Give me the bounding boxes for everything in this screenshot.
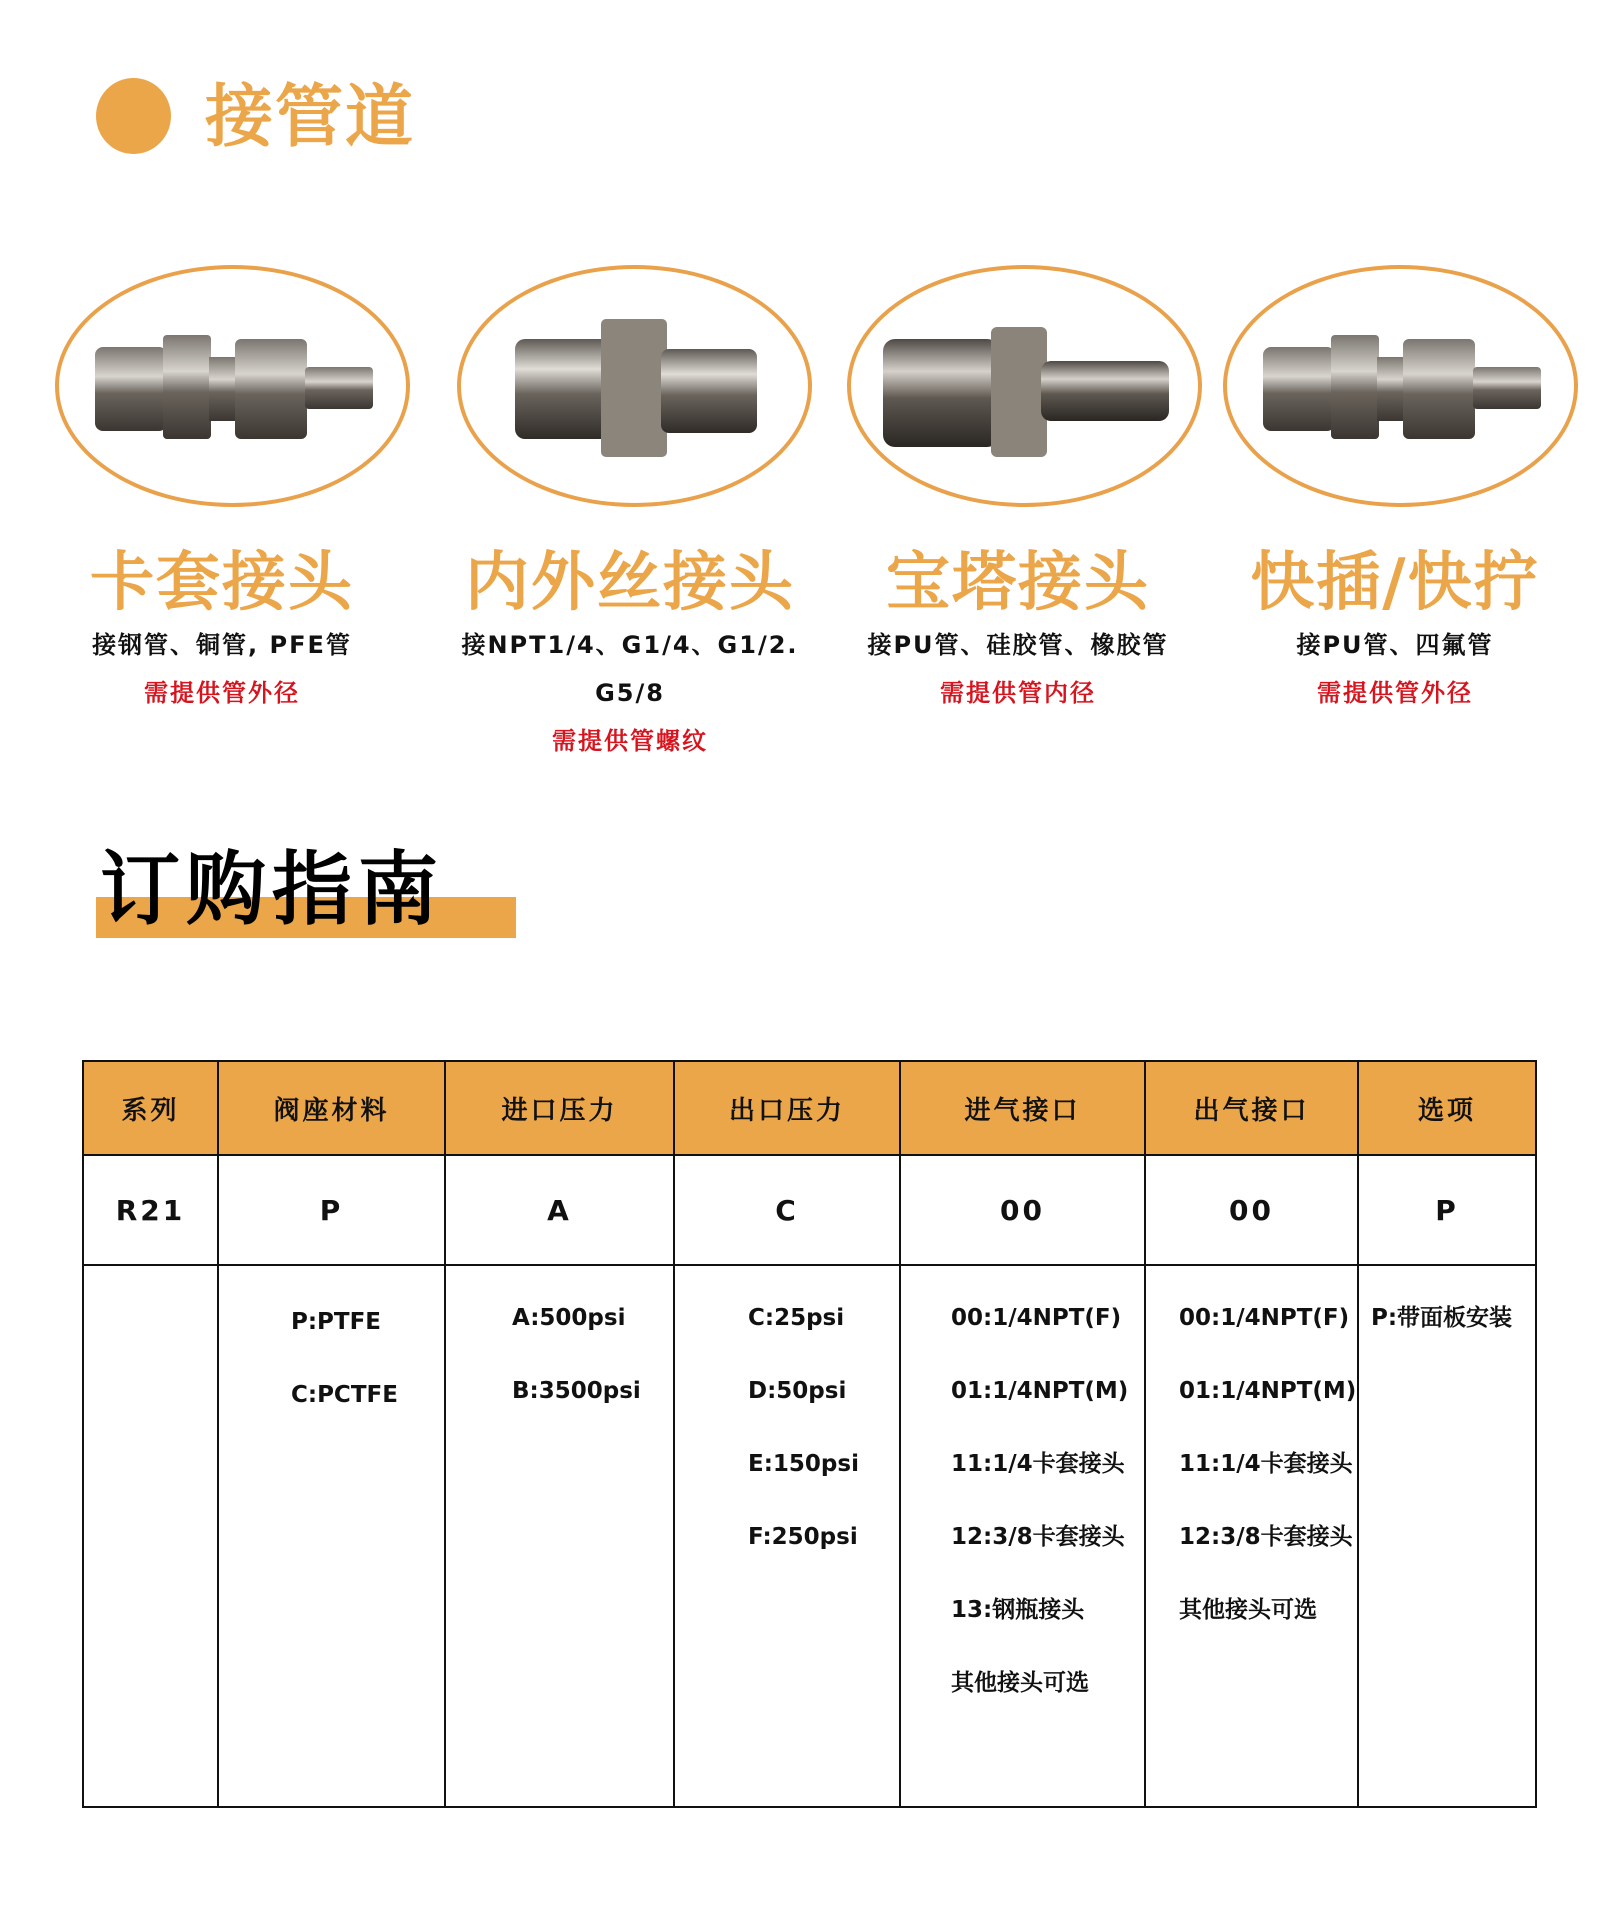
quick-connect-fitting-icon <box>1227 269 1574 503</box>
options-seat-material <box>218 1265 445 1807</box>
options-inlet-port <box>900 1265 1145 1807</box>
header-outlet-pressure: 出口压力 <box>674 1061 900 1155</box>
list-item: 其他接头可选 <box>1179 1597 1317 1623</box>
code-inlet-pressure: A <box>445 1155 674 1265</box>
connector-desc: 接PU管、四氟管 <box>1296 631 1494 659</box>
list-item: C:25psi <box>748 1305 845 1331</box>
code-outlet-port: 00 <box>1145 1155 1358 1265</box>
ordering-guide-title: 订购指南 <box>100 843 444 936</box>
options-extra <box>1358 1265 1536 1807</box>
code-inlet-port: 00 <box>900 1155 1145 1265</box>
hex-nipple-fitting-icon <box>461 269 808 503</box>
table-header-row <box>83 1061 1536 1155</box>
header-seat-material: 阀座材料 <box>218 1061 445 1155</box>
list-item: 11:1/4卡套接头 <box>1179 1451 1353 1477</box>
list-item: 11:1/4卡套接头 <box>951 1451 1125 1477</box>
header-inlet-port: 进气接口 <box>900 1061 1145 1155</box>
list-item: E:150psi <box>748 1451 859 1477</box>
list-item: D:50psi <box>748 1378 847 1404</box>
table-row-options <box>83 1265 1536 1807</box>
connector-desc: G5/8 <box>595 679 665 707</box>
list-item: 13:钢瓶接头 <box>951 1597 1085 1623</box>
orange-circle-icon <box>96 78 171 154</box>
options-series <box>83 1265 218 1807</box>
list-item: 00:1/4NPT(F) <box>1179 1305 1350 1331</box>
options-outlet-port <box>1145 1265 1358 1807</box>
header-options: 选项 <box>1358 1061 1536 1155</box>
connector-hex-nipple <box>440 545 820 765</box>
quick-connect-fitting-image <box>1223 265 1578 507</box>
code-options: P <box>1358 1155 1536 1265</box>
list-item: P:带面板安装 <box>1371 1305 1513 1331</box>
list-item: 12:3/8卡套接头 <box>951 1524 1125 1550</box>
list-item: 01:1/4NPT(M) <box>1179 1378 1357 1404</box>
connector-note: 需提供管外径 <box>1317 679 1473 707</box>
connector-hose-barb <box>838 545 1198 717</box>
hose-barb-fitting-image <box>847 265 1202 507</box>
ordering-table <box>82 1060 1537 1808</box>
connector-title: 快插/快拧 <box>1250 546 1540 620</box>
list-item: 01:1/4NPT(M) <box>951 1378 1129 1404</box>
compression-fitting-icon <box>59 269 406 503</box>
connector-title: 宝塔接头 <box>886 546 1150 620</box>
list-item: F:250psi <box>748 1524 858 1550</box>
header-series: 系列 <box>83 1061 218 1155</box>
connector-desc: 接钢管、铜管, PFE管 <box>92 631 352 659</box>
table-row-codes <box>83 1155 1536 1265</box>
header-inlet-pressure: 进口压力 <box>445 1061 674 1155</box>
hose-barb-fitting-icon <box>851 269 1198 503</box>
connector-desc: 接PU管、硅胶管、橡胶管 <box>867 631 1169 659</box>
connector-compression <box>42 545 402 717</box>
connector-desc: 接NPT1/4、G1/4、G1/2. <box>461 631 799 659</box>
list-item: 12:3/8卡套接头 <box>1179 1524 1353 1550</box>
list-item: 其他接头可选 <box>951 1670 1089 1696</box>
list-item: B:3500psi <box>512 1378 641 1404</box>
list-item: C:PCTFE <box>291 1382 398 1408</box>
section-title: 接管道 <box>205 78 416 157</box>
connector-title: 内外丝接头 <box>465 546 795 620</box>
connector-quick-connect <box>1210 545 1580 717</box>
list-item: A:500psi <box>512 1305 626 1331</box>
connector-note: 需提供管外径 <box>144 679 300 707</box>
code-seat-material: P <box>218 1155 445 1265</box>
options-outlet-pressure <box>674 1265 900 1807</box>
connector-title: 卡套接头 <box>90 546 354 620</box>
options-inlet-pressure <box>445 1265 674 1807</box>
list-item: P:PTFE <box>291 1309 382 1335</box>
connector-note: 需提供管螺纹 <box>552 727 708 755</box>
code-outlet-pressure: C <box>674 1155 900 1265</box>
header-outlet-port: 出气接口 <box>1145 1061 1358 1155</box>
connector-note: 需提供管内径 <box>940 679 1096 707</box>
code-series: R21 <box>83 1155 218 1265</box>
compression-fitting-image <box>55 265 410 507</box>
list-item: 00:1/4NPT(F) <box>951 1305 1122 1331</box>
hex-nipple-fitting-image <box>457 265 812 507</box>
